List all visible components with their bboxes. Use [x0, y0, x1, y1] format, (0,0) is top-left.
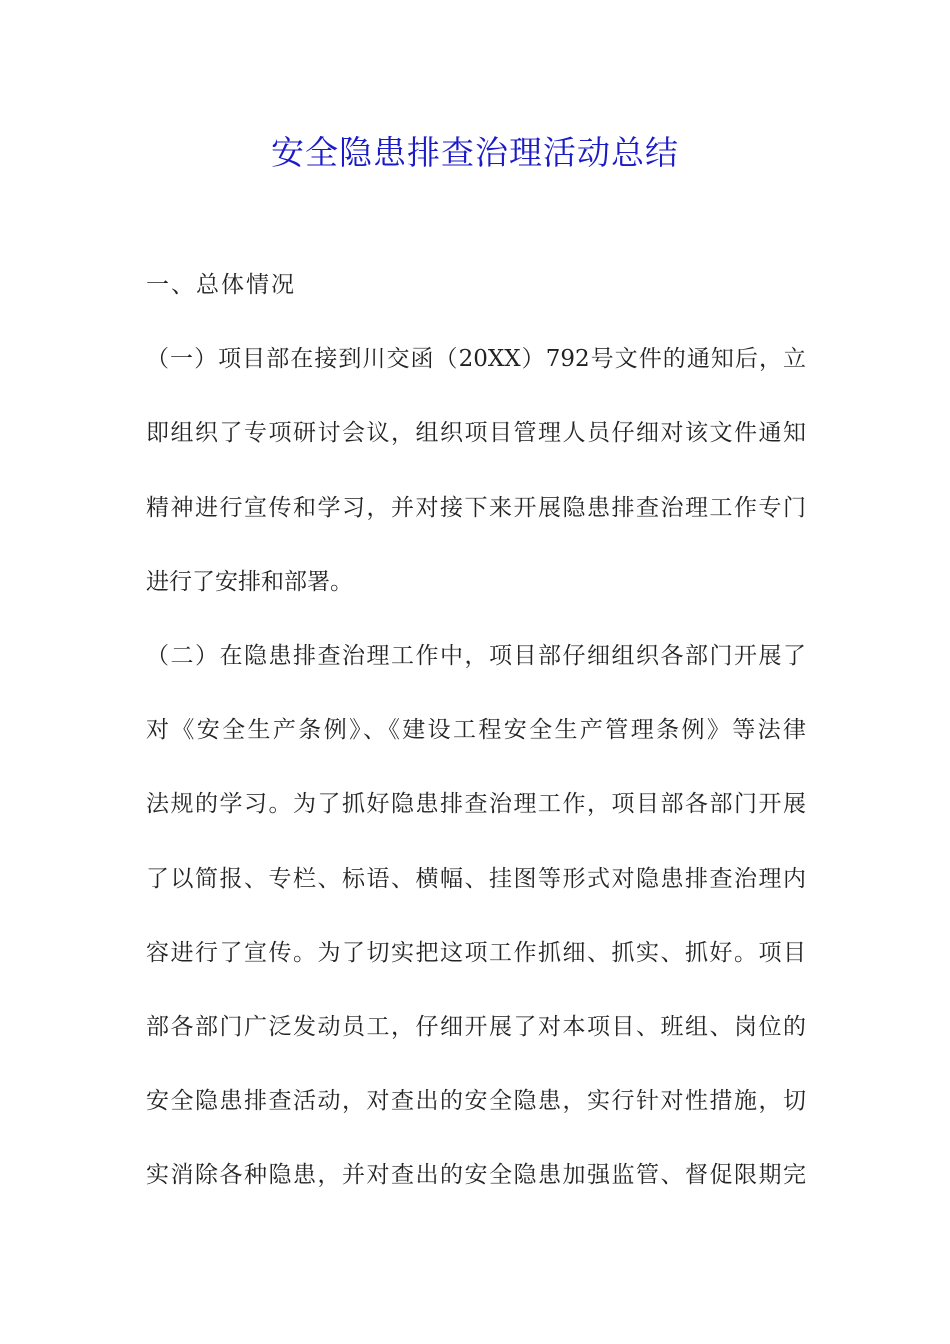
- paragraph-line: 进行了安排和部署。: [146, 568, 353, 595]
- document-body: [146, 262, 806, 1226]
- paragraph-line: 实消除各种隐患，并对查出的安全隐患加强监管、督促限期完: [146, 1162, 806, 1189]
- paragraph-line: 法规的学习。为了抓好隐患排查治理工作，项目部各部门开展: [146, 791, 806, 818]
- paragraph-line: 安全隐患排查活动，对查出的安全隐患，实行针对性措施，切: [146, 1088, 806, 1115]
- paragraph-line: 即组织了专项研讨会议，组织项目管理人员仔细对该文件通知: [146, 420, 806, 447]
- paragraph-line: 精神进行宣传和学习，并对接下来开展隐患排查治理工作专门: [146, 494, 806, 521]
- paragraph-line: 了以简报、专栏、标语、横幅、挂图等形式对隐患排查治理内: [146, 865, 806, 892]
- paragraph-line: （一）项目部在接到川交函（20XX）792号文件的通知后，立: [146, 346, 806, 373]
- paragraph-line: 容进行了宣传。为了切实把这项工作抓细、抓实、抓好。项目: [146, 939, 806, 966]
- document-title: 安全隐患排查治理活动总结: [271, 133, 679, 172]
- paragraph-line: （二）在隐患排查治理工作中，项目部仔细组织各部门开展了: [146, 642, 806, 669]
- paragraph-line: 对《安全生产条例》、《建设工程安全生产管理条例》等法律: [146, 717, 806, 744]
- paragraph-line: 部各部门广泛发动员工，仔细开展了对本项目、班组、岗位的: [146, 1013, 806, 1040]
- section-heading: 一、总体情况: [146, 272, 296, 298]
